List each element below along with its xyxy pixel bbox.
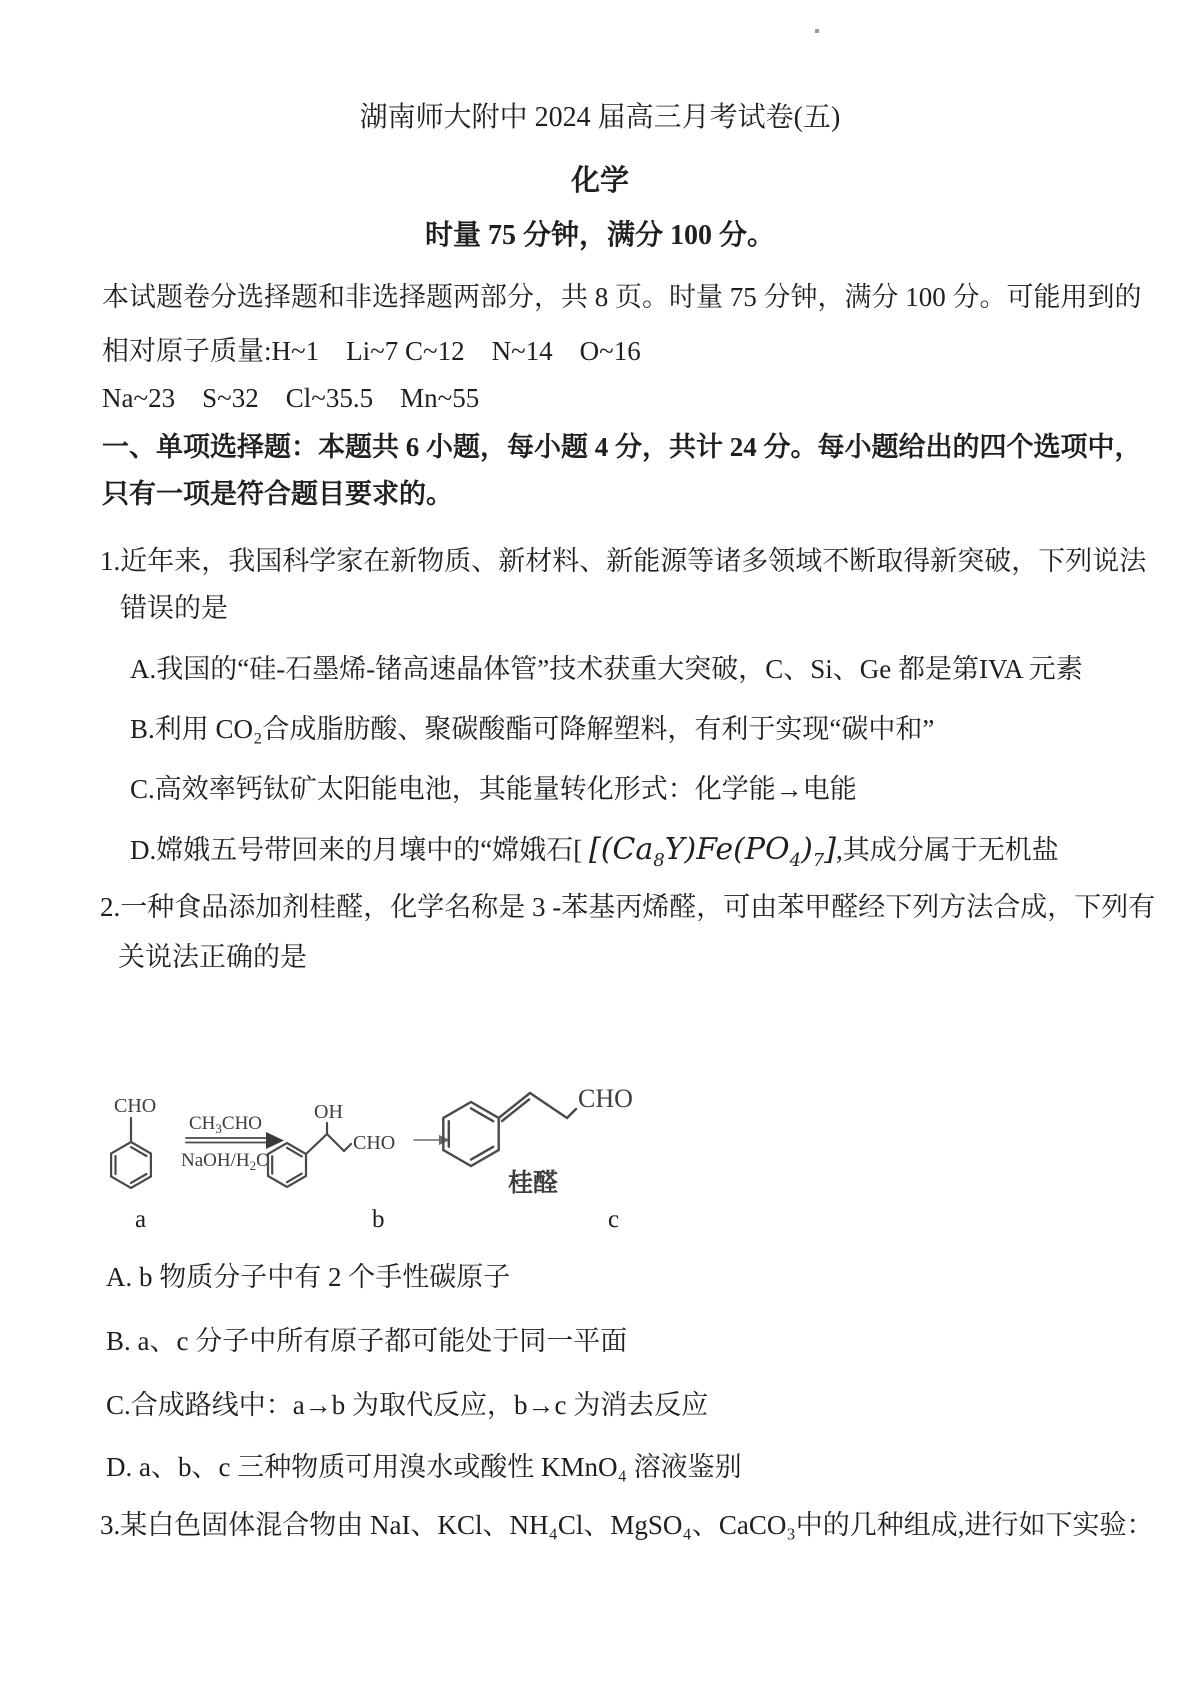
duration-line: 时量 75 分钟，满分 100 分。 <box>424 220 775 251</box>
q2-stem-line-2: 关说法正确的是 <box>118 942 307 972</box>
q2-stem-line-1: 2.一种食品添加剂桂醛，化学名称是 3 -苯基丙烯醛，可由苯甲醛经下列方法合成，下列有 <box>100 892 1156 922</box>
product-name-label: 桂醛 <box>508 1170 559 1197</box>
scan-artifact-dot <box>815 29 819 33</box>
q3-stem: 3.某白色固体混合物由 NaI、KCl、NH₄Cl、MgSO₄、CaCO₃中的几种组成,进行如下实验： <box>100 1510 1154 1540</box>
structure-a-benzaldehyde <box>111 1095 156 1188</box>
structure-b-oh-label: OH <box>314 1101 343 1123</box>
reagent-below-arrow: NaOH/$H_2O$ <box>181 1150 270 1173</box>
structure-b-cho-label: CHO <box>353 1132 396 1154</box>
q1-option-a: A.我国的“硅-石墨烯-锗高速晶体管”技术获重大突破，C、Si、Ge 都是第IVA 元素 <box>130 654 1083 684</box>
reagent-above-arrow: $CH_3CHO$ <box>189 1113 263 1136</box>
q1-option-d <box>130 832 1059 872</box>
intro-line-1: 本试题卷分选择题和非选择题两部分，共 8 页。时量 75 分钟，满分 100 分。可能用到的 <box>102 282 1142 312</box>
section-heading-line-1: 一、单项选择题：本题共 6 小题，每小题 4 分，共计 24 分。每小题给出的四个选项中， <box>102 432 1142 462</box>
structure-label-b: b <box>372 1206 385 1233</box>
reaction-arrow-1 <box>186 1132 284 1149</box>
q2-option-a: A. b 物质分子中有 2 个手性碳原子 <box>106 1262 511 1292</box>
q1-option-d-suffix: ,其成分属于无机盐 <box>835 835 1059 865</box>
q1-option-b: B.利用 CO₂合成脂肪酸、聚碳酸酯可降解塑料，有利于实现“碳中和” <box>130 714 935 744</box>
q1-option-c: C.高效率钙钛矿太阳能电池，其能量转化形式：化学能→电能 <box>130 774 857 804</box>
structure-label-c: c <box>608 1206 620 1233</box>
q2-option-b: B. a、c 分子中所有原子都可能处于同一平面 <box>106 1326 628 1356</box>
structure-c-cinnamaldehyde <box>443 1085 633 1197</box>
intro-line-3-atomic-masses: Na~23 S~32 Cl~35.5 Mn~55 <box>102 383 480 413</box>
intro-line-2-atomic-masses: 相对原子质量:H~1 Li~7 C~12 N~14 O~16 <box>102 336 641 366</box>
subject-title: 化学 <box>570 165 629 197</box>
reaction-scheme-diagram <box>100 1085 660 1210</box>
page-title: 湖南师大附中 2024 届高三月考试卷(五) <box>359 102 841 133</box>
structure-label-a: a <box>135 1206 147 1233</box>
structure-b-aldol <box>268 1101 395 1187</box>
q1-stem-line-1: 1.近年来，我国科学家在新物质、新材料、新能源等诸多领域不断取得新突破，下列说法 <box>100 546 1147 576</box>
q1-option-d-prefix: D.嫦娥五号带回来的月壤中的“嫦娥石[ <box>130 835 589 865</box>
reaction-arrow-2 <box>414 1135 450 1145</box>
structure-c-cho-label: CHO <box>578 1085 633 1113</box>
q1-stem-line-2: 错误的是 <box>120 593 228 623</box>
q2-option-d: D. a、b、c 三种物质可用溴水或酸性 KMnO₄ 溶液鉴别 <box>106 1452 742 1482</box>
q1-option-d-formula: $[(Ca_8Y)Fe(PO_4)_7]$ <box>588 832 836 871</box>
structure-a-cho-label: CHO <box>114 1095 157 1117</box>
section-heading-line-2: 只有一项是符合题目要求的。 <box>102 479 453 509</box>
q2-option-c: C.合成路线中：a→b 为取代反应，b→c 为消去反应 <box>106 1390 709 1420</box>
